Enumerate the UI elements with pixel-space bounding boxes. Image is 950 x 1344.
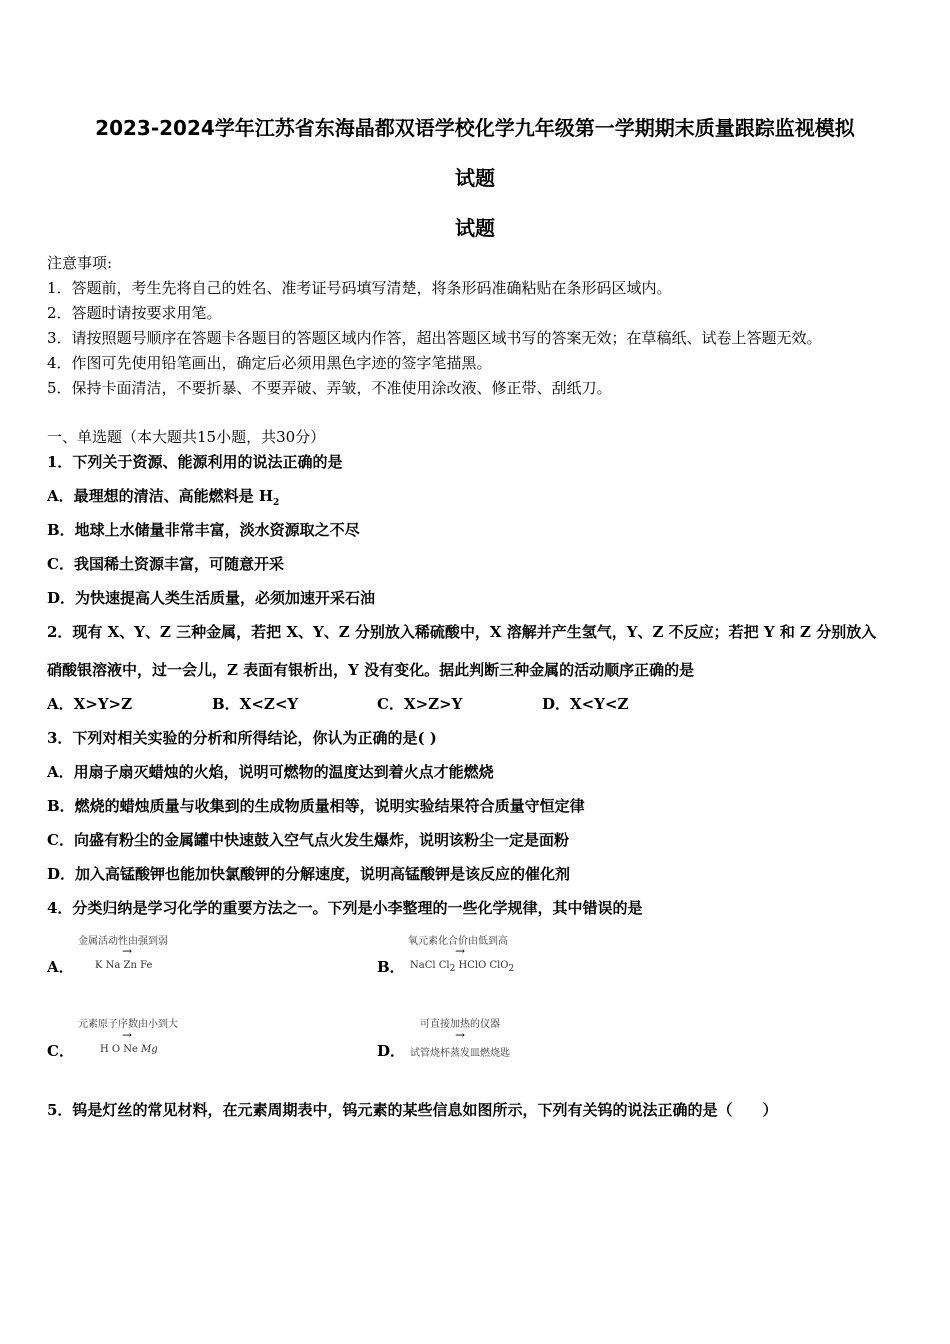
q1-option-a-subscript: 2 bbox=[273, 498, 280, 508]
notice-heading: 注意事项: bbox=[47, 254, 113, 272]
q2-stem-line2: 硝酸银溶液中，过一会儿，Z 表面有银析出，Y 没有变化。据此判断三种金属的活动顺序正确的是 bbox=[47, 661, 695, 679]
q4-option-c-item-1: H O Ne bbox=[100, 1044, 142, 1055]
q2-option-a: A．X>Y>Z bbox=[47, 695, 133, 713]
q4-option-b-items bbox=[410, 960, 514, 974]
q3-option-d: D．加入高锰酸钾也能加快氯酸钾的分解速度，说明高锰酸钾是该反应的催化剂 bbox=[47, 865, 571, 883]
q4-option-c-arrow-icon: → bbox=[122, 1028, 133, 1042]
q4-option-a-label: A． bbox=[47, 958, 74, 976]
q2-stem-line1: 2．现有 X、Y、Z 三种金属，若把 X、Y、Z 分别放入稀硫酸中，X 溶解并产生氢气，Y、Z 不反应；若把 Y 和 Z 分别放入 bbox=[47, 623, 877, 641]
q4-option-d-arrow-icon: → bbox=[455, 1028, 466, 1042]
q4-option-b-arrow-icon: → bbox=[455, 944, 466, 958]
page-subtitle: 试题 bbox=[455, 216, 495, 240]
q4-option-c-label: C． bbox=[47, 1042, 74, 1060]
q2-option-b: B．X<Z<Y bbox=[212, 695, 299, 713]
q2-option-d: D．X<Y<Z bbox=[542, 695, 629, 713]
q1-option-b: B．地球上水储量非常丰富，淡水资源取之不尽 bbox=[47, 521, 360, 539]
q4-option-b-item-2-sub: 2 bbox=[508, 964, 515, 974]
notice-item-2: 2．答题时请按要求用笔。 bbox=[47, 304, 222, 322]
page-title: 2023-2024学年江苏省东海晶都双语学校化学九年级第一学期期末质量跟踪监视模拟 bbox=[95, 116, 855, 140]
q4-option-c-items bbox=[100, 1044, 158, 1055]
page-title-continued: 试题 bbox=[455, 166, 495, 190]
q4-option-a-caption: 金属活动性由强到弱 bbox=[78, 936, 168, 947]
q1-option-d: D．为快速提高人类生活质量，必须加速开采石油 bbox=[47, 589, 376, 607]
q1-option-a-text: A．最理想的清洁、高能燃料是 H bbox=[47, 487, 274, 505]
q4-option-b-label: B． bbox=[377, 958, 405, 976]
section-heading: 一、单选题（本大题共15小题，共30分） bbox=[47, 428, 326, 446]
notice-item-3: 3．请按照题号顺序在答题卡各题目的答题区域内作答，超出答题区域书写的答案无效；在草稿纸、试卷上答题无效。 bbox=[47, 329, 822, 347]
q3-option-b: B．燃烧的蜡烛质量与收集到的生成物质量相等，说明实验结果符合质量守恒定律 bbox=[47, 797, 585, 815]
q1-stem: 1．下列关于资源、能源利用的说法正确的是 bbox=[47, 453, 343, 471]
q4-option-b-caption: 氧元素化合价由低到高 bbox=[408, 936, 508, 947]
notice-item-5: 5．保持卡面清洁，不要折暴、不要弄破、弄皱，不准使用涂改液、修正带、刮纸刀。 bbox=[47, 379, 612, 397]
q4-option-c-caption: 元素原子序数由小到大 bbox=[78, 1019, 178, 1030]
q2-option-c: C．X>Z>Y bbox=[377, 695, 463, 713]
q3-option-c: C．向盛有粉尘的金属罐中快速鼓入空气点火发生爆炸，说明该粉尘一定是面粉 bbox=[47, 831, 569, 849]
q4-option-c-item-2: Mg bbox=[141, 1044, 158, 1055]
notice-item-4: 4．作图可先使用铅笔画出，确定后必须用黑色字迹的签字笔描黑。 bbox=[47, 354, 492, 372]
q4-option-b-item-1: NaCl Cl bbox=[410, 960, 450, 971]
q3-option-a: A．用扇子扇灭蜡烛的火焰，说明可燃物的温度达到着火点才能燃烧 bbox=[47, 763, 494, 781]
q3-stem: 3．下列对相关实验的分析和所得结论，你认为正确的是( ) bbox=[47, 729, 437, 747]
q4-option-a-arrow-icon: → bbox=[122, 944, 133, 958]
notice-item-1: 1．答题前，考生先将自己的姓名、准考证号码填写清楚，将条形码准确粘贴在条形码区域内。 bbox=[47, 279, 672, 297]
q4-option-d-caption: 可直接加热的仪器 bbox=[420, 1019, 500, 1030]
q4-option-b-item-2: HClO ClO bbox=[455, 960, 509, 971]
q5-stem: 5．钨是灯丝的常见材料，在元素周期表中，钨元素的某些信息如图所示，下列有关钨的说法正确的是（ ） bbox=[47, 1101, 778, 1119]
q4-option-a-items: K Na Zn Fe bbox=[95, 960, 153, 971]
q1-option-a bbox=[47, 485, 279, 508]
q4-option-d-items: 试管烧杯蒸发皿燃烧匙 bbox=[410, 1048, 510, 1059]
q1-option-c: C．我国稀土资源丰富，可随意开采 bbox=[47, 555, 284, 573]
q4-option-d-label: D． bbox=[377, 1042, 406, 1060]
q4-option-b-item-1-sub: 2 bbox=[449, 964, 456, 974]
q4-stem: 4．分类归纳是学习化学的重要方法之一。下列是小李整理的一些化学规律，其中错误的是 bbox=[47, 899, 643, 917]
